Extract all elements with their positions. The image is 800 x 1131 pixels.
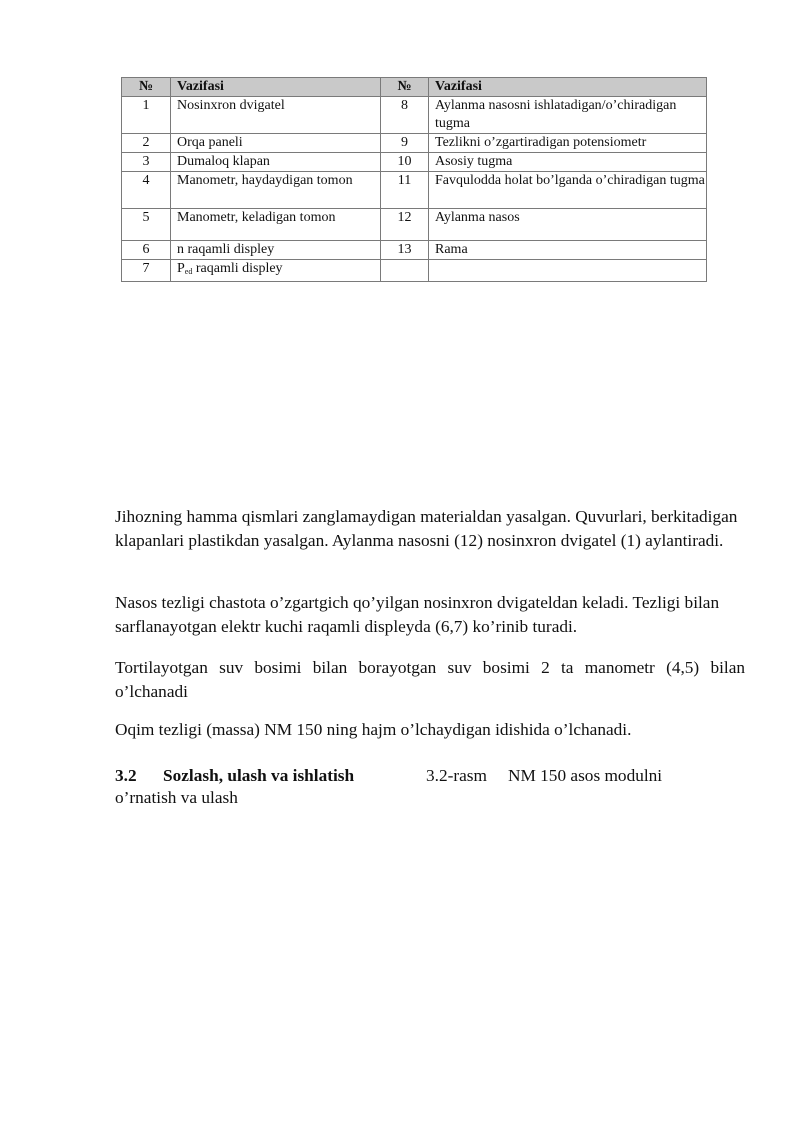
row-number: 9 [381,134,429,153]
row-function: Nosinxron dvigatel [171,97,381,134]
row-number: 5 [122,209,171,241]
row-number [381,260,429,282]
paragraph-pump-speed: Nasos tezligi chastota o’zgartgich qo’yilgan nosinxron dvigateldan keladi. Tezligi bilan sarflanayotgan elektr kuchi raqamli displeyda (6,7) ko’rinib turadi. [115,593,720,636]
row-function: Dumaloq klapan [171,153,381,172]
row-function: Rama [429,241,707,260]
section-title: Sozlash, ulash va ishlatish [163,766,355,785]
row-number: 8 [381,97,429,134]
row-function [171,260,381,282]
paragraph-pressure: Tortilayotgan suv bosimi bilan borayotgan suv bosimi 2 ta manometr (4,5) bilan o’lchanadi [115,658,745,701]
table-row [122,260,707,282]
row-number: 1 [122,97,171,134]
row-number: 13 [381,241,429,260]
parts-table [121,77,707,282]
header-number-left: № [122,78,171,97]
section-heading [115,764,745,788]
section-number: 3.2 [115,766,137,785]
header-number-right: № [381,78,429,97]
table-row [122,209,707,241]
row-number: 4 [122,172,171,209]
table-row [122,134,707,153]
paragraph-materials: Jihozning hamma qismlari zanglamaydigan materialdan yasalgan. Quvurlari, berkitadigan klapanlari plastikdan yasalgan. Aylanma nasosni (12) nosinxron dvigatel (1) aylantiradi. [115,507,738,550]
ped-label: raqamli displey [192,261,283,276]
row-function: Favqulodda holat bo’lganda o’chiradigan tugma [429,172,707,209]
row-function: Aylanma nasos [429,209,707,241]
row-function: Tezlikni o’zgartiradigan potensiometr [429,134,707,153]
figure-caption-text: NM 150 asos modulni [508,766,663,785]
header-function-right: Vazifasi [429,78,707,97]
table-row [122,97,707,134]
header-function-left: Vazifasi [171,78,381,97]
table-row [122,172,707,209]
row-number: 7 [122,260,171,282]
row-function: Asosiy tugma [429,153,707,172]
figure-caption-continuation: o’rnatish va ulash [115,788,238,807]
row-function: Manometr, keladigan tomon [171,209,381,241]
row-number: 2 [122,134,171,153]
row-number: 3 [122,153,171,172]
figure-caption [426,764,662,788]
row-function: Orqa paneli [171,134,381,153]
table-header-row [122,78,707,97]
table-row [122,153,707,172]
table-row [122,241,707,260]
row-function [429,260,707,282]
row-number: 6 [122,241,171,260]
row-function: Aylanma nasosni ishlatadigan/o’chiradigan tugma [429,97,707,134]
row-function: Manometr, haydaydigan tomon [171,172,381,209]
ped-subscript: ed [184,267,193,276]
ped-symbol: P [177,261,185,276]
figure-number: 3.2-rasm [426,766,487,785]
row-number: 10 [381,153,429,172]
row-number: 12 [381,209,429,241]
row-number: 11 [381,172,429,209]
row-function: n raqamli displey [171,241,381,260]
paragraph-flow-rate: Oqim tezligi (massa) NM 150 ning hajm o’lchaydigan idishida o’lchanadi. [115,720,632,739]
